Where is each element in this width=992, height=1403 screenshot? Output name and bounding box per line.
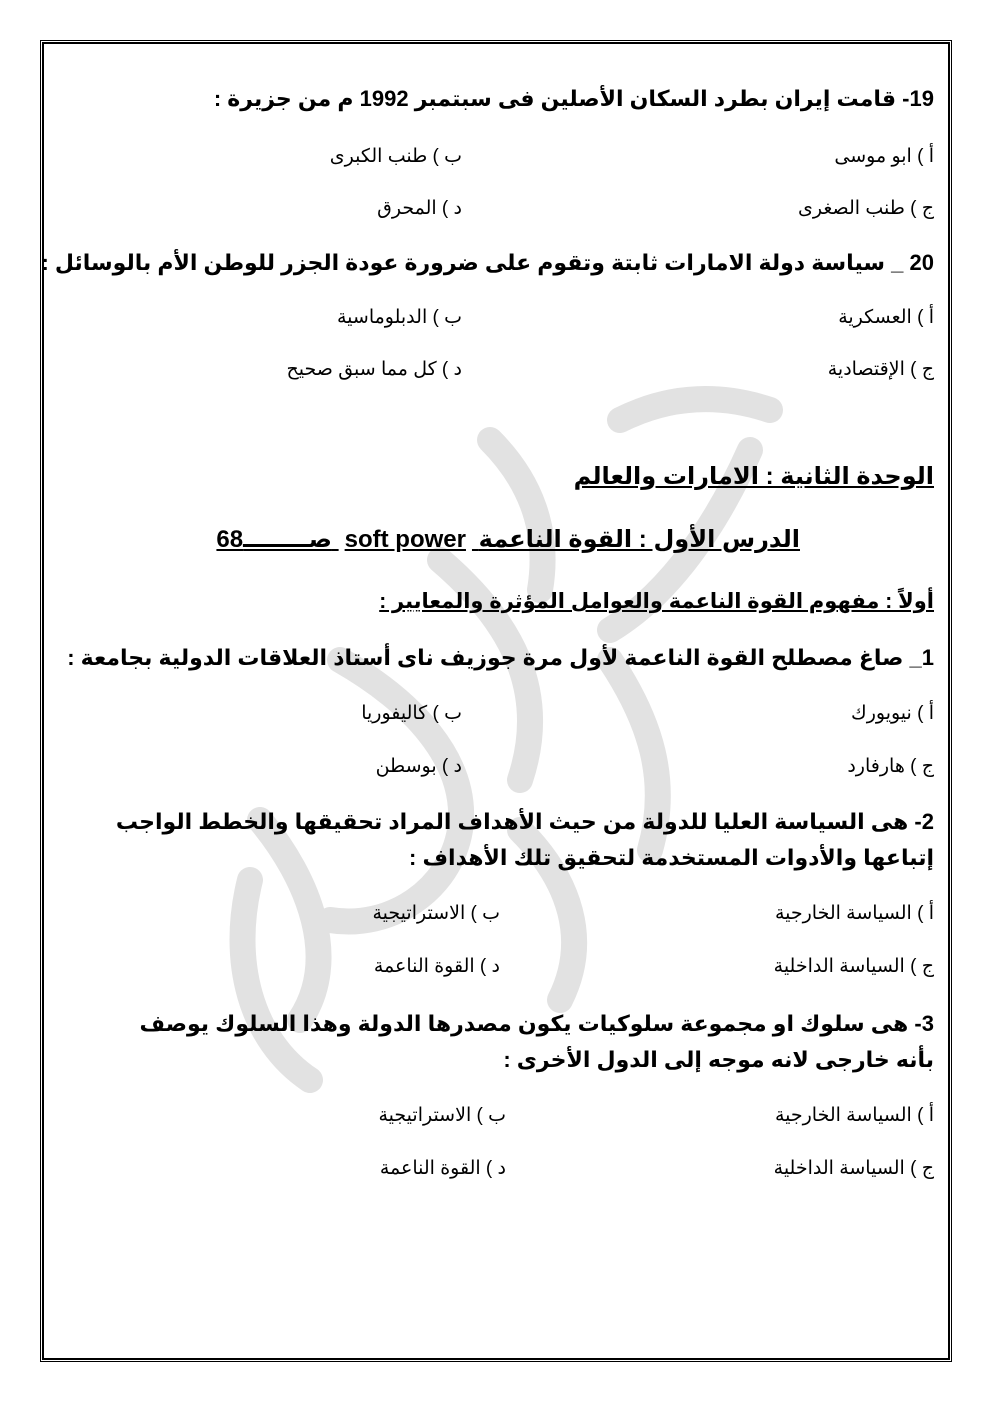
q19-option-a: أ ) ابو موسى bbox=[834, 146, 934, 167]
lesson-page: صــــــــ68 bbox=[216, 526, 332, 553]
q20-option-c: ج ) الإقتصادية bbox=[827, 359, 934, 380]
q3-option-c: ج ) السياسة الداخلية bbox=[773, 1158, 934, 1179]
q20-option-b: ب ) الدبلوماسية bbox=[336, 307, 462, 328]
q20-option-a: أ ) العسكرية bbox=[838, 307, 934, 328]
q2-option-b: ب ) الاستراتيجية bbox=[372, 903, 500, 924]
unit-title: الوحدة الثانية : الامارات والعالم bbox=[573, 463, 934, 490]
q2-option-c: ج ) السياسة الداخلية bbox=[773, 956, 934, 977]
q3-option-a: أ ) السياسة الخارجية bbox=[774, 1105, 934, 1126]
q1-option-b: ب ) كاليفوريا bbox=[361, 703, 462, 724]
q19-option-d: د ) المحرق bbox=[377, 198, 462, 219]
question-19: 19- قامت إيران بطرد السكان الأصلين فى سبتمبر 1992 م من جزيرة : bbox=[213, 86, 934, 111]
q1-option-c: ج ) هارفارد bbox=[847, 756, 934, 777]
question-3: 3- هى سلوك او مجموعة سلوكيات يكون مصدرها الدولة وهذا السلوك يوصف بأنه خارجى لانه موجه إلى الدول الأخرى : bbox=[139, 1011, 934, 1072]
q2-option-a: أ ) السياسة الخارجية bbox=[774, 903, 934, 924]
question-1: 1_ صاغ مصطلح القوة الناعمة لأول مرة جوزيف ناى أستاذ العلاقات الدولية بجامعة : bbox=[67, 645, 934, 670]
question-2: 2- هى السياسة العليا للدولة من حيث الأهداف المراد تحقيقها والخطط الواجب إتباعها والأدوات المستخدمة لتحقيق تلك الأهداف : bbox=[115, 809, 934, 870]
lesson-title bbox=[216, 525, 800, 554]
lesson-title-arabic: الدرس الأول : القوة الناعمة bbox=[478, 526, 800, 553]
q3-option-d: د ) القوة الناعمة bbox=[379, 1158, 506, 1179]
question-20: 20 _ سياسة دولة الامارات ثابتة وتقوم على ضرورة عودة الجزر للوطن الأم بالوسائل : bbox=[41, 250, 934, 275]
section-title: أولاً : مفهوم القوة الناعمة والعوامل المؤثرة والمعايير : bbox=[379, 590, 934, 613]
q20-option-d: د ) كل مما سبق صحيح bbox=[286, 359, 462, 380]
q2-option-d: د ) القوة الناعمة bbox=[373, 956, 500, 977]
q1-option-d: د ) بوسطن bbox=[375, 756, 462, 777]
q19-option-c: ج ) طنب الصغرى bbox=[797, 198, 934, 219]
q19-option-b: ب ) طنب الكبرى bbox=[329, 146, 462, 167]
lesson-title-english: soft power bbox=[344, 526, 466, 553]
q1-option-a: أ ) نيويورك bbox=[851, 703, 934, 724]
q3-option-b: ب ) الاستراتيجية bbox=[378, 1105, 506, 1126]
